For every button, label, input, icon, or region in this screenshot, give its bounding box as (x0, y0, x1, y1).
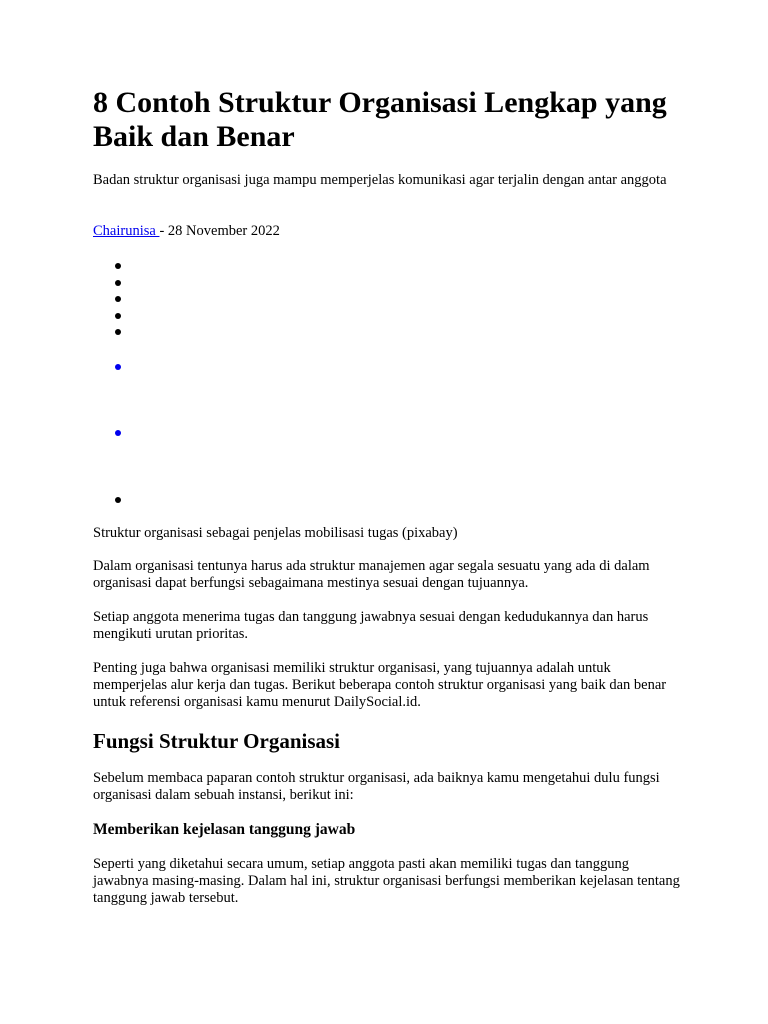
section-intro: Sebelum membaca paparan contoh struktur organisasi, ada baiknya kamu mengetahui dulu fungsi organisasi dalam sebuah instansi, berikut ini: (93, 770, 660, 803)
image-caption: Struktur organisasi sebagai penjelas mobilisasi tugas (pixabay) (93, 525, 458, 541)
share-link-item[interactable] (115, 430, 121, 436)
section-heading: Fungsi Struktur Organisasi (93, 729, 341, 753)
share-list-item (115, 313, 121, 319)
share-list-item (115, 329, 121, 335)
subsection-text: Seperti yang diketahui secara umum, setiap anggota pasti akan memiliki tugas dan tanggung jawabnya masing-masing. Dalam hal ini, struktur organisasi berfungsi memberikan kejelasan tentang tanggung jawab tersebut. (93, 856, 680, 906)
article-title: 8 Contoh Struktur Organisasi Lengkap yang Baik dan Benar (93, 86, 667, 153)
share-list-item (115, 296, 121, 302)
publish-date: - 28 November 2022 (159, 223, 280, 239)
author-link[interactable]: Chairunisa (93, 223, 160, 239)
paragraph: Setiap anggota menerima tugas dan tanggung jawabnya sesuai dengan kedudukannya dan harus mengikuti urutan prioritas. (93, 609, 649, 642)
share-link-item[interactable] (115, 364, 121, 370)
share-list-item (115, 497, 121, 503)
share-list-item (115, 263, 121, 269)
article-subtitle: Badan struktur organisasi juga mampu memperjelas komunikasi agar terjalin dengan antar anggota (93, 172, 667, 188)
byline (93, 223, 683, 240)
paragraph: Penting juga bahwa organisasi memiliki struktur organisasi, yang tujuannya adalah untuk memperjelas alur kerja dan tugas. Berikut beberapa contoh struktur organisasi yang baik dan benar untuk referensi organisasi kamu menurut DailySocial.id. (93, 660, 667, 710)
share-list-item (115, 280, 121, 286)
paragraph: Dalam organisasi tentunya harus ada struktur manajemen agar segala sesuatu yang ada di dalam organisasi dapat berfungsi sebagaimana mestinya sesuai dengan tujuannya. (93, 558, 650, 591)
subsection-heading: Memberikan kejelasan tanggung jawab (93, 821, 356, 838)
